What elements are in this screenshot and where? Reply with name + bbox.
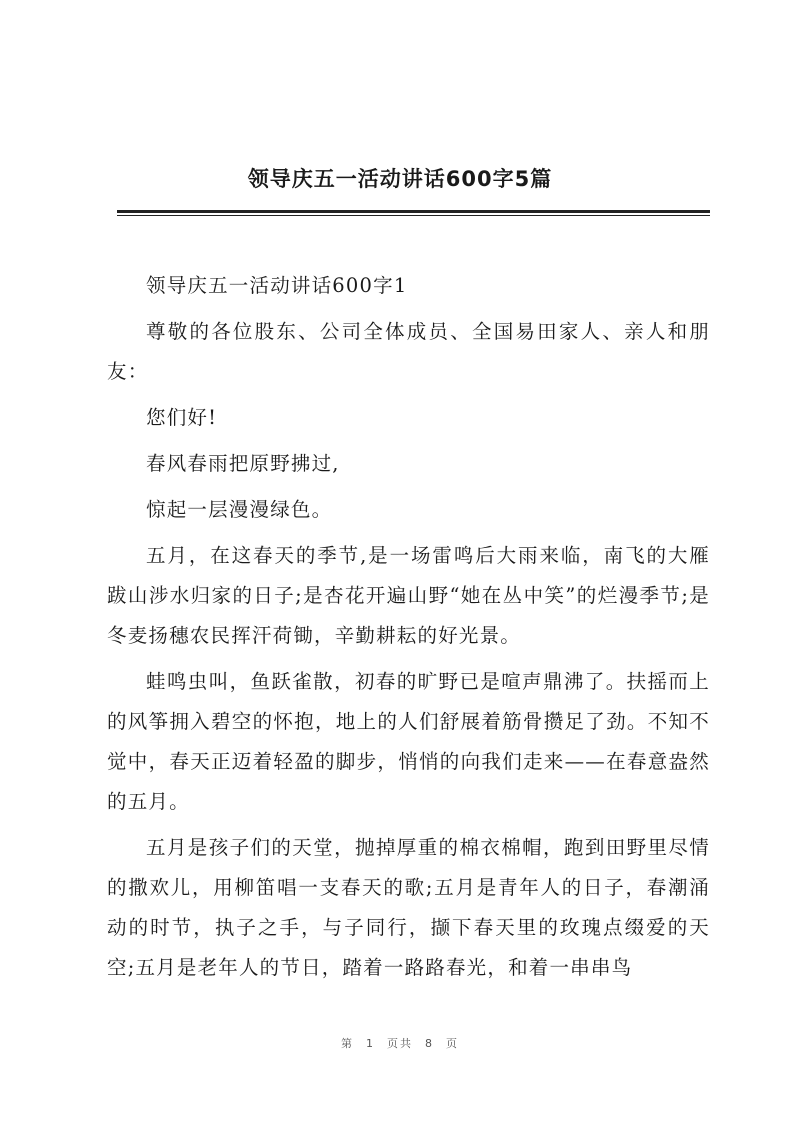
footer-prefix: 第 bbox=[341, 1037, 354, 1050]
page-footer bbox=[0, 1035, 800, 1051]
section-heading: 领导庆五一活动讲话600字1 bbox=[146, 274, 408, 297]
paragraph-verse-2: 惊起一层漫漫绿色。 bbox=[146, 498, 333, 521]
title-divider-thick bbox=[117, 210, 710, 213]
footer-suffix: 页 bbox=[446, 1037, 459, 1050]
page-title: 领导庆五一活动讲话600字5篇 bbox=[247, 167, 553, 191]
paragraph-salutation: 尊敬的各位股东、公司全体成员、全国易田家人、亲人和朋友： bbox=[107, 320, 710, 383]
paragraph-greeting: 您们好! bbox=[146, 406, 218, 429]
footer-total-pages: 8 bbox=[425, 1037, 434, 1050]
paragraph-spring-scene: 蛙鸣虫叫，鱼跃雀散，初春的旷野已是喧声鼎沸了。扶摇而上的风筝拥入碧空的怀抱，地上的人们舒展着筋骨攒足了劲。不知不觉中，春天正迈着轻盈的脚步，悄悄的向我们走来——在春意盎然的五月。 bbox=[107, 670, 710, 813]
title-divider-thin bbox=[117, 215, 710, 216]
paragraph-may-season: 五月，在这春天的季节,是一场雷鸣后大雨来临，南飞的大雁跋山涉水归家的日子;是杏花开遍山野“她在丛中笑”的烂漫季节;是冬麦扬穗农民挥汗荷锄，辛勤耕耘的好光景。 bbox=[107, 544, 710, 647]
footer-page-number: 1 bbox=[366, 1037, 375, 1050]
document-body bbox=[107, 266, 710, 994]
footer-middle: 页共 bbox=[387, 1037, 413, 1050]
paragraph-may-people: 五月是孩子们的天堂，抛掉厚重的棉衣棉帽，跑到田野里尽情的撒欢儿，用柳笛唱一支春天的歌;五月是青年人的日子，春潮涌动的时节，执子之手，与子同行，撷下春天里的玫瑰点缀爱的天空;五月是老年人的节日，踏着一路路春光，和着一串串鸟 bbox=[107, 836, 710, 979]
paragraph-verse-1: 春风春雨把原野拂过, bbox=[146, 452, 340, 475]
